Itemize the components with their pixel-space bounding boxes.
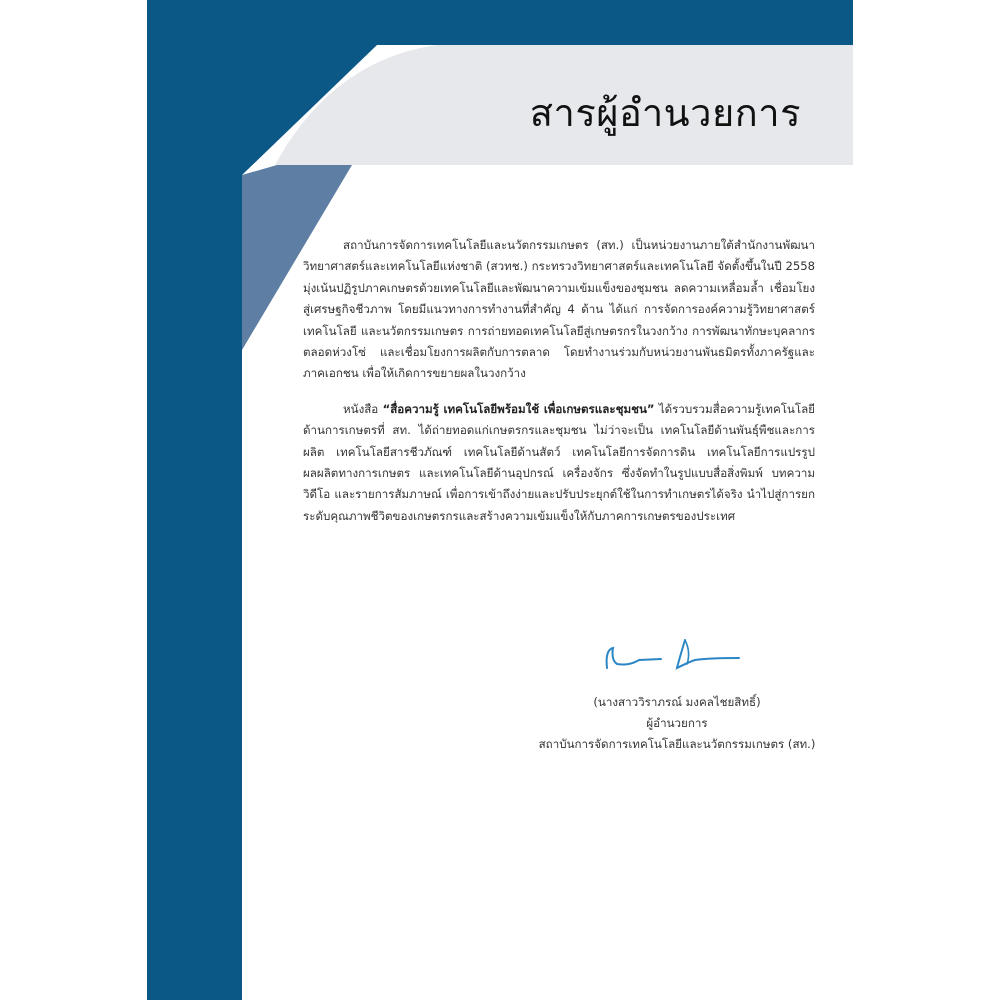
book-title: “สื่อความรู้ เทคโนโลยีพร้อมใช้ เพื่อเกษตรและชุมชน”	[382, 401, 655, 416]
signature-block	[527, 692, 827, 755]
signatory-name: (นางสาววิราภรณ์ มงคลไชยสิทธิ์)	[593, 695, 761, 709]
paragraph-1: สถาบันการจัดการเทคโนโลยีและนวัตกรรมเกษตร (สท.) เป็นหน่วยงานภายใต้สำนักงานพัฒนาวิทยาศาสตร์และเทคโนโลยีแห่งชาติ (สวทช.) กระทรวงวิทยาศาสตร์และเทคโนโลยี จัดตั้งขึ้นในปี 2558 มุ่งเน้นปฏิรูปภาคเกษตรด้วยเทคโนโลยีและพัฒนาความเข้มแข็งของชุมชน ลดความเหลื่อมล้ำ เชื่อมโยงสู่เศรษฐกิจชีวภาพ โดยมีแนวทางการทำงานที่สำคัญ 4 ด้าน ได้แก่ การจัดการองค์ความรู้วิทยาศาสตร์ เทคโนโลยี และนวัตกรรมเกษตร การถ่ายทอดเทคโนโลยีสู่เกษตรกรในวงกว้าง การพัฒนาทักษะบุคลากรตลอดห่วงโซ่ และเชื่อมโยงการผลิตกับการตลาด โดยทำงานร่วมกับหน่วยงานพันธมิตรทั้งภาครัฐและภาคเอกชน เพื่อให้เกิดการขยายผลในวงกว้าง	[303, 238, 815, 381]
document-page	[147, 0, 853, 1000]
letter-body	[303, 235, 815, 541]
paragraph-2-rest: ได้รวบรวมสื่อความรู้เทคโนโลยีด้านการเกษตรที่ สท. ได้ถ่ายทอดแก่เกษตรกรและชุมชน ไม่ว่าจะเป็น เทคโนโลยีด้านพันธุ์พืชและการผลิต เทคโนโลยีสารชีวภัณฑ์ เทคโนโลยีด้านสัตว์ เทคโนโลยีการจัดการดิน เทคโนโลยีการแปรรูปผลผลิตทางการเกษตร และเทคโนโลยีด้านอุปกรณ์ เครื่องจักร ซึ่งจัดทำในรูปแบบสื่อสิ่งพิมพ์ บทความ วิดีโอ และรายการสัมภาษณ์ เพื่อการเข้าถึงง่ายและปรับประยุกต์ใช้ในการทำเกษตรได้จริง นำไปสู่การยกระดับคุณภาพชีวิตของเกษตรกรและสร้างความเข้มแข็งให้กับภาคการเกษตรของประเทศ	[303, 401, 815, 523]
page-title: สารผู้อำนวยการ	[529, 91, 801, 135]
paragraph-2	[303, 399, 815, 527]
signatory-organization: สถาบันการจัดการเทคโนโลยีและนวัตกรรมเกษตร (สท.)	[538, 737, 816, 751]
paragraph-2-lead: หนังสือ	[343, 401, 383, 416]
signature-image	[599, 630, 749, 680]
signatory-position: ผู้อำนวยการ	[646, 716, 708, 730]
